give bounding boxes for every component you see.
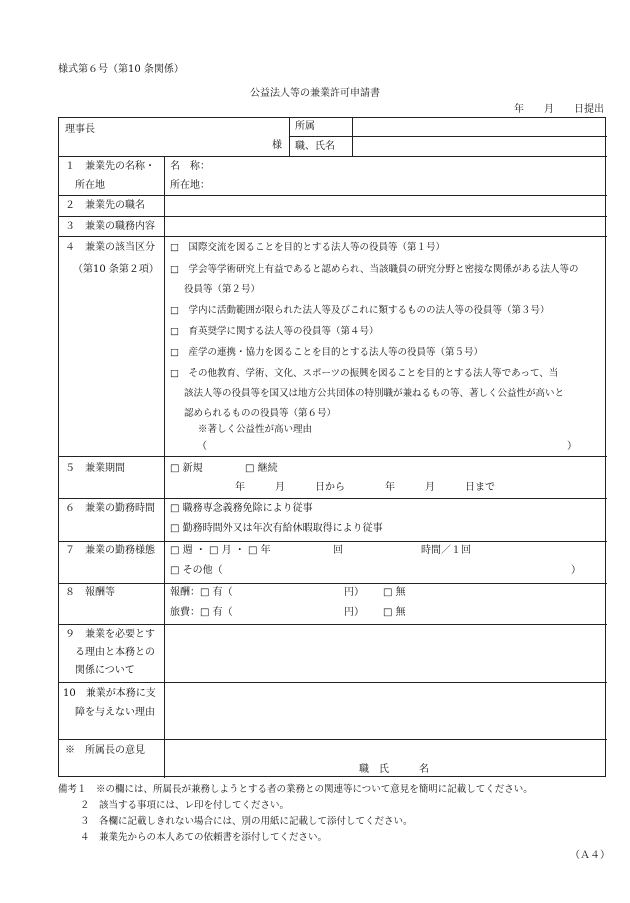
note-3: ３ 各欄に記載しきれない場合には、別の用紙に記載して添付してください。: [80, 816, 413, 827]
supervisor-opinion-field[interactable]: [170, 745, 600, 759]
note-4: ４ 兼業先からの本人あての依頼書を添付してください。: [80, 832, 328, 843]
row6-label: ６ 兼業の勤務時間: [65, 503, 155, 514]
employer-address-label[interactable]: 所在地：: [170, 180, 210, 191]
job-title-field[interactable]: [170, 200, 600, 213]
hours-per-time-label: 時間／１回: [421, 545, 471, 556]
category-option-6[interactable]: □ その他教育、学術、文化、スポーツの振興を図ることを目的とする法人等であって、当: [170, 368, 559, 379]
period-continue-checkbox[interactable]: □ 継続: [245, 463, 278, 474]
no-hindrance-field[interactable]: [170, 688, 600, 734]
supervisor-signature-label: 職 氏 名: [359, 764, 429, 775]
category-option-1[interactable]: □ 国際交流を図ることを目的とする法人等の役員等（第１号）: [170, 242, 445, 253]
row4-label-b: （第10 条第２項）: [73, 264, 159, 275]
application-form-table: [58, 117, 606, 777]
period-new-checkbox[interactable]: □ 新規: [170, 463, 203, 474]
expense-no-option[interactable]: □ 無: [383, 607, 406, 618]
supervisor-opinion-label: ※ 所属長の意見: [65, 745, 145, 756]
note-1: 備考１ ※の欄には、所属長が兼務しようとする者の業務との関連等について意見を簡明に記載してください。: [58, 784, 533, 795]
row9-label-c: 関係について: [75, 665, 135, 676]
job-content-field[interactable]: [170, 221, 600, 234]
reward-no-option[interactable]: □ 無: [383, 587, 406, 598]
row9-label-a: ９ 兼業を必要とす: [65, 629, 155, 640]
affiliation-label: 所属: [295, 121, 315, 132]
expense-yen-label: 円）: [344, 607, 364, 618]
affiliation-field[interactable]: [357, 121, 602, 134]
reason-field[interactable]: [170, 629, 600, 677]
reward-yes-option[interactable]: 報酬：□ 有（: [170, 587, 233, 598]
public-interest-reason-label: ※著しく公益性が高い理由: [198, 424, 313, 435]
period-dates[interactable]: 年 月 日から 年 月 日まで: [235, 482, 495, 493]
frequency-other-close: ）: [571, 565, 581, 576]
reward-yen-label: 円）: [344, 587, 364, 598]
row3-label: ３ 兼業の職務内容: [65, 221, 155, 232]
category-option-4[interactable]: □ 育英奨学に関する法人等の役員等（第４号）: [170, 326, 379, 337]
category-option-2-cont: 役員等（第２号）: [184, 284, 261, 295]
category-option-6-cont2: 認められるものの役員等（第６号）: [184, 408, 337, 419]
paper-size: （Ａ４）: [570, 850, 610, 861]
row7-label: ７ 兼業の勤務様態: [65, 545, 155, 556]
category-option-3[interactable]: □ 学内に活動範囲が限られた法人等及びこれに類するものの法人等の役員等（第３号）: [170, 305, 550, 316]
times-label: 回: [333, 545, 343, 556]
row5-label: ５ 兼業期間: [65, 463, 125, 474]
addressee: 理事長: [65, 124, 95, 135]
employer-name-label[interactable]: 名 称：: [170, 161, 210, 172]
position-name-label: 職、氏名: [295, 141, 335, 152]
reason-paren-close: ）: [567, 441, 577, 452]
category-option-2[interactable]: □ 学会等学術研究上有益であると認められ、当該職員の研究分野と密接な関係がある法人等の: [170, 264, 579, 275]
row9-label-b: る理由と本務との: [75, 647, 155, 658]
reason-paren-open: （: [197, 441, 207, 452]
form-number: 様式第６号（第10 条関係）: [58, 64, 184, 75]
row1-label-a: １ 兼業先の名称・: [65, 161, 155, 172]
submission-date: 年 月 日提出: [514, 104, 604, 115]
expense-yes-option[interactable]: 旅費：□ 有（: [170, 607, 233, 618]
row2-label: ２ 兼業先の職名: [65, 200, 145, 211]
sama-label: 様: [272, 140, 282, 151]
category-option-6-cont1: 該法人等の役員等を国又は地方公共団体の特別職が兼ねるもの等、著しく公益性が高いと: [184, 388, 565, 399]
row1-label-b: 所在地: [75, 180, 105, 191]
category-option-5[interactable]: □ 産学の連携・協力を図ることを目的とする法人等の役員等（第５号）: [170, 347, 483, 358]
page-title: 公益法人等の兼業許可申請書: [250, 88, 380, 99]
frequency-other-option[interactable]: □ その他（: [170, 565, 223, 576]
position-name-field[interactable]: [357, 141, 602, 154]
row10-label-b: 障を与えない理由: [75, 707, 155, 718]
note-2: ２ 該当する事項には、レ印を付してください。: [80, 800, 290, 811]
row8-label: ８ 報酬等: [65, 587, 115, 598]
frequency-options[interactable]: □ 週 ・ □ 月 ・ □ 年: [170, 545, 271, 556]
hours-option-exempt[interactable]: □ 職務専念義務免除により従事: [170, 503, 313, 514]
hours-option-offduty[interactable]: □ 勤務時間外又は年次有給休暇取得により従事: [170, 523, 383, 534]
row4-label-a: ４ 兼業の該当区分: [65, 242, 155, 253]
row10-label-a: 10 兼業が本務に支: [63, 688, 156, 699]
